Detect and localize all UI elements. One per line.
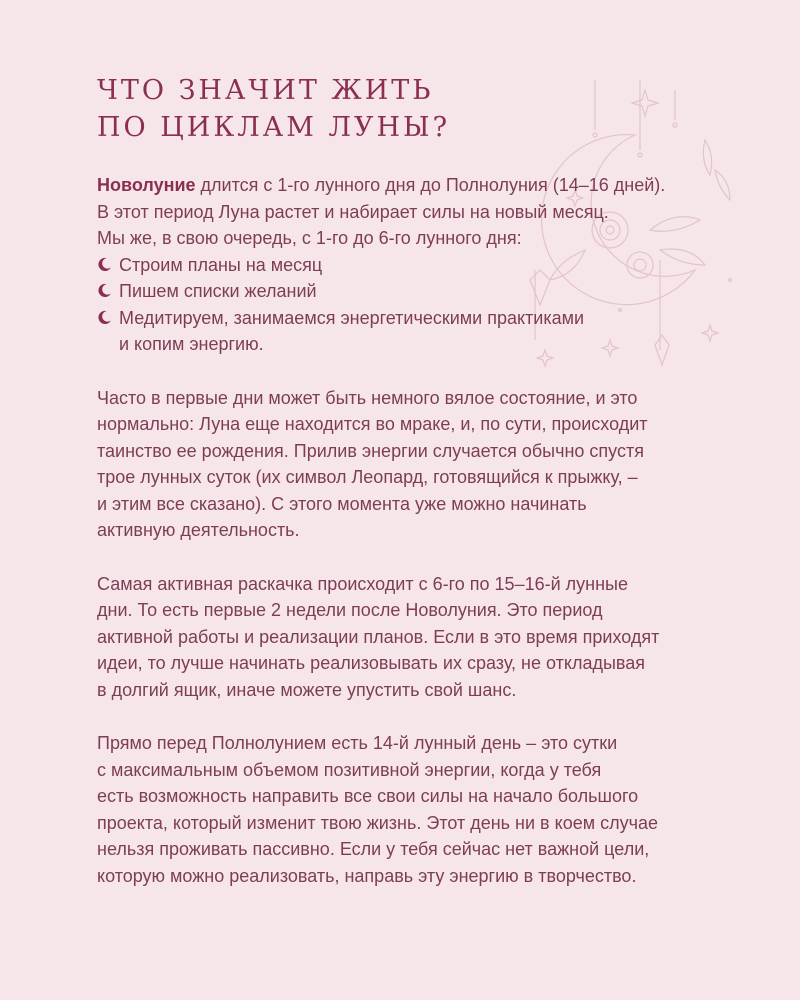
list-item-text: Строим планы на месяц [119,254,323,275]
intro-line-1-text: длится с 1-го лунного дня до Полнолуния (14–16 дней). [195,175,666,195]
paragraph-line: таинство ее рождения. Прилив энергии случается обычно спустя [97,440,644,461]
paragraph-line: есть возможность направить все свои силы на начало большого [97,786,639,806]
paragraph-line: идеи, то лучше начинать реализовывать их сразу, не откладывая [97,653,646,673]
new-moon-term: Новолуние [97,175,196,195]
paragraph-line: в долгий ящик, иначе можете упустить свой шанс. [97,679,517,700]
paragraph-line: с максимальным объемом позитивной энергии, когда у тебя [97,759,602,780]
paragraph-line: дни. То есть первые 2 недели после Новолуния. Это период [97,600,603,620]
paragraph-4 [97,730,757,889]
crescent-moon-icon [97,283,112,298]
list-item [97,278,757,305]
paragraph-line: активную деятельность. [97,520,300,540]
paragraph-line: и этим все сказано). С этого момента уже можно начинать [97,493,587,514]
list-item-text-continued: и копим энергию. [119,334,264,354]
paragraph-line: проекта, который изменит твою жизнь. Этот день ни в коем случае [97,812,658,833]
intro-line-2: В этот период Луна растет и набирает силы на новый месяц. [97,201,609,222]
crescent-moon-icon [97,310,112,325]
page-title [97,72,450,146]
paragraph-3 [97,571,757,704]
paragraph-line: которую можно реализовать, направь эту энергию в творчество. [97,865,637,886]
paragraph-line: трое лунных суток (их символ Леопард, готовящийся к прыжку, – [97,467,638,487]
body-text [97,172,757,889]
paragraph-line: Часто в первые дни может быть немного вялое состояние, и это [97,387,638,408]
list-item-text: Пишем списки желаний [119,281,317,301]
list-item [97,252,757,279]
paragraph-line: Прямо перед Полнолунием есть 14-й лунный день – это сутки [97,733,618,753]
paragraph-line: нельзя проживать пассивно. Если у тебя сейчас нет важной цели, [97,839,650,859]
paragraph-line: Самая активная раскачка происходит с 6-го по 15–16-й лунные [97,573,628,594]
intro-line-3: Мы же, в свою очередь, с 1-го до 6-го лунного дня: [97,228,522,248]
crescent-moon-icon [97,257,112,272]
paragraph-2 [97,385,757,544]
intro-paragraph [97,172,757,252]
title-line-2: ПО ЦИКЛАМ ЛУНЫ? [97,112,451,143]
list-item-text: Медитируем, занимаемся энергетическими практиками [119,307,585,328]
title-line-1: ЧТО ЗНАЧИТ ЖИТЬ [97,75,434,106]
paragraph-line: активной работы и реализации планов. Если в это время приходят [97,626,660,647]
paragraph-line: нормально: Луна еще находится во мраке, и, по сути, происходит [97,414,648,434]
list-item [97,305,757,358]
intro-line-1 [97,172,757,199]
new-moon-list [97,252,757,358]
